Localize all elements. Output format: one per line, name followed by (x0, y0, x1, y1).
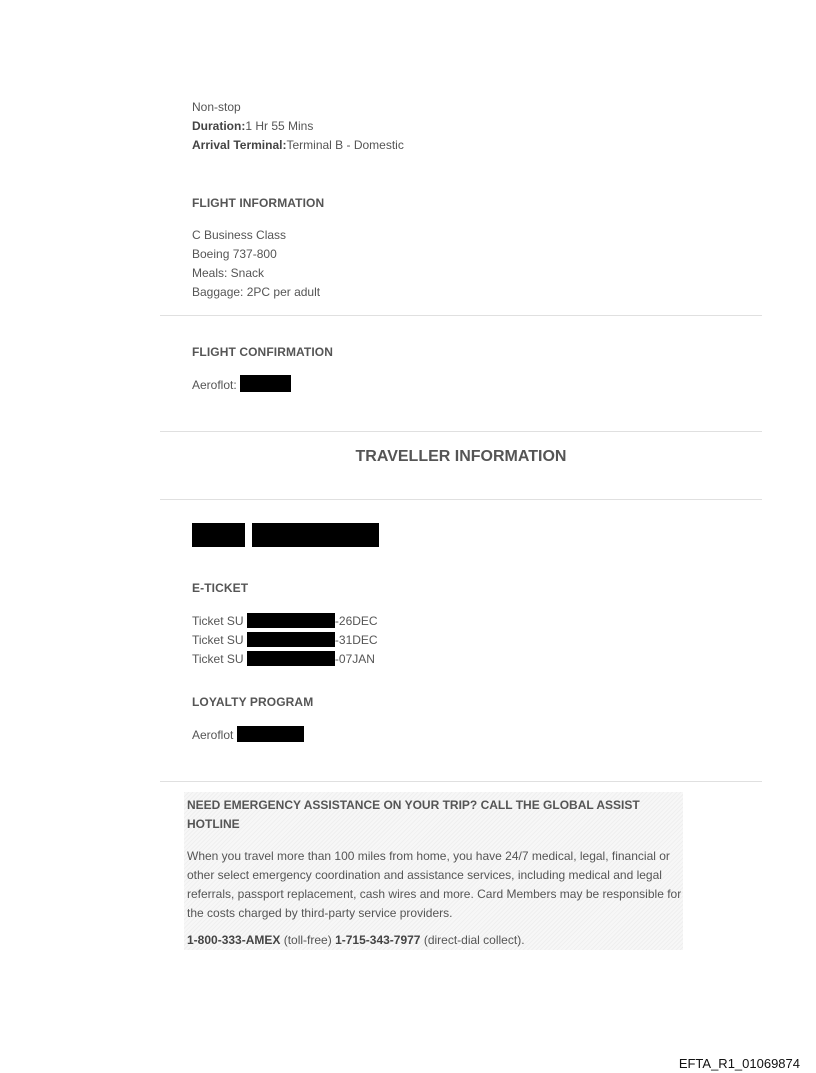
ticket-row (192, 631, 378, 650)
confirmation-row (192, 375, 291, 395)
emergency-assistance-box (184, 792, 683, 950)
toll-free-phone: 1-800-333-AMEX (187, 933, 281, 947)
flight-confirmation-heading: FLIGHT CONFIRMATION (192, 345, 333, 359)
emergency-assistance-title: NEED EMERGENCY ASSISTANCE ON YOUR TRIP? CALL THE GLOBAL ASSIST HOTLINE (187, 798, 640, 831)
stops-text: Non-stop (192, 100, 241, 114)
ticket-date: -26DEC (334, 614, 378, 628)
ticket-date: -31DEC (334, 633, 378, 647)
redacted-confirmation-code (240, 375, 291, 392)
direct-dial-note: (direct-dial collect). (423, 933, 525, 947)
redacted-traveller-last-name (252, 523, 379, 547)
duration-value: 1 Hr 55 Mins (245, 119, 314, 133)
loyalty-program-heading: LOYALTY PROGRAM (192, 695, 314, 709)
flight-information-heading: FLIGHT INFORMATION (192, 196, 325, 210)
ticket-prefix: Ticket SU (192, 614, 244, 628)
divider (160, 315, 762, 316)
divider (160, 781, 762, 782)
e-ticket-heading: E-TICKET (192, 581, 249, 595)
arrival-terminal-label: Arrival Terminal: (192, 138, 287, 152)
duration-label: Duration: (192, 119, 246, 133)
ticket-row (192, 650, 375, 669)
redacted-loyalty-number (237, 726, 304, 742)
loyalty-program-name: Aeroflot (192, 728, 234, 742)
duration-row (192, 117, 313, 136)
assistance-phone-numbers (187, 933, 525, 947)
confirmation-airline-label: Aeroflot: (192, 378, 237, 392)
cabin-class: C Business Class (192, 228, 287, 242)
divider (160, 499, 762, 500)
aircraft-type: Boeing 737-800 (192, 247, 277, 261)
direct-dial-phone: 1-715-343-7977 (335, 933, 421, 947)
arrival-terminal-row (192, 136, 404, 155)
redacted-ticket-number (247, 632, 335, 647)
meals-info: Meals: Snack (192, 266, 265, 280)
baggage-info: Baggage: 2PC per adult (192, 285, 321, 299)
loyalty-row (192, 726, 304, 745)
emergency-assistance-body: When you travel more than 100 miles from home, you have 24/7 medical, legal, financial or other select emergency coordination and assistance services, including medical and legal referrals, passport replacement, cash wires and more. Card Members may be responsible for the costs charged by third-party service providers. (187, 849, 682, 920)
toll-free-note: (toll-free) (283, 933, 332, 947)
ticket-prefix: Ticket SU (192, 633, 244, 647)
redacted-ticket-number (247, 651, 335, 666)
arrival-terminal-value: Terminal B - Domestic (286, 138, 404, 152)
ticket-row (192, 612, 378, 631)
ticket-prefix: Ticket SU (192, 652, 244, 666)
ticket-date: -07JAN (334, 652, 375, 666)
divider (160, 431, 762, 432)
redacted-ticket-number (247, 613, 335, 628)
traveller-information-title: TRAVELLER INFORMATION (355, 448, 567, 465)
document-id: EFTA_R1_01069874 (678, 1056, 800, 1071)
redacted-traveller-first-name (192, 523, 245, 547)
